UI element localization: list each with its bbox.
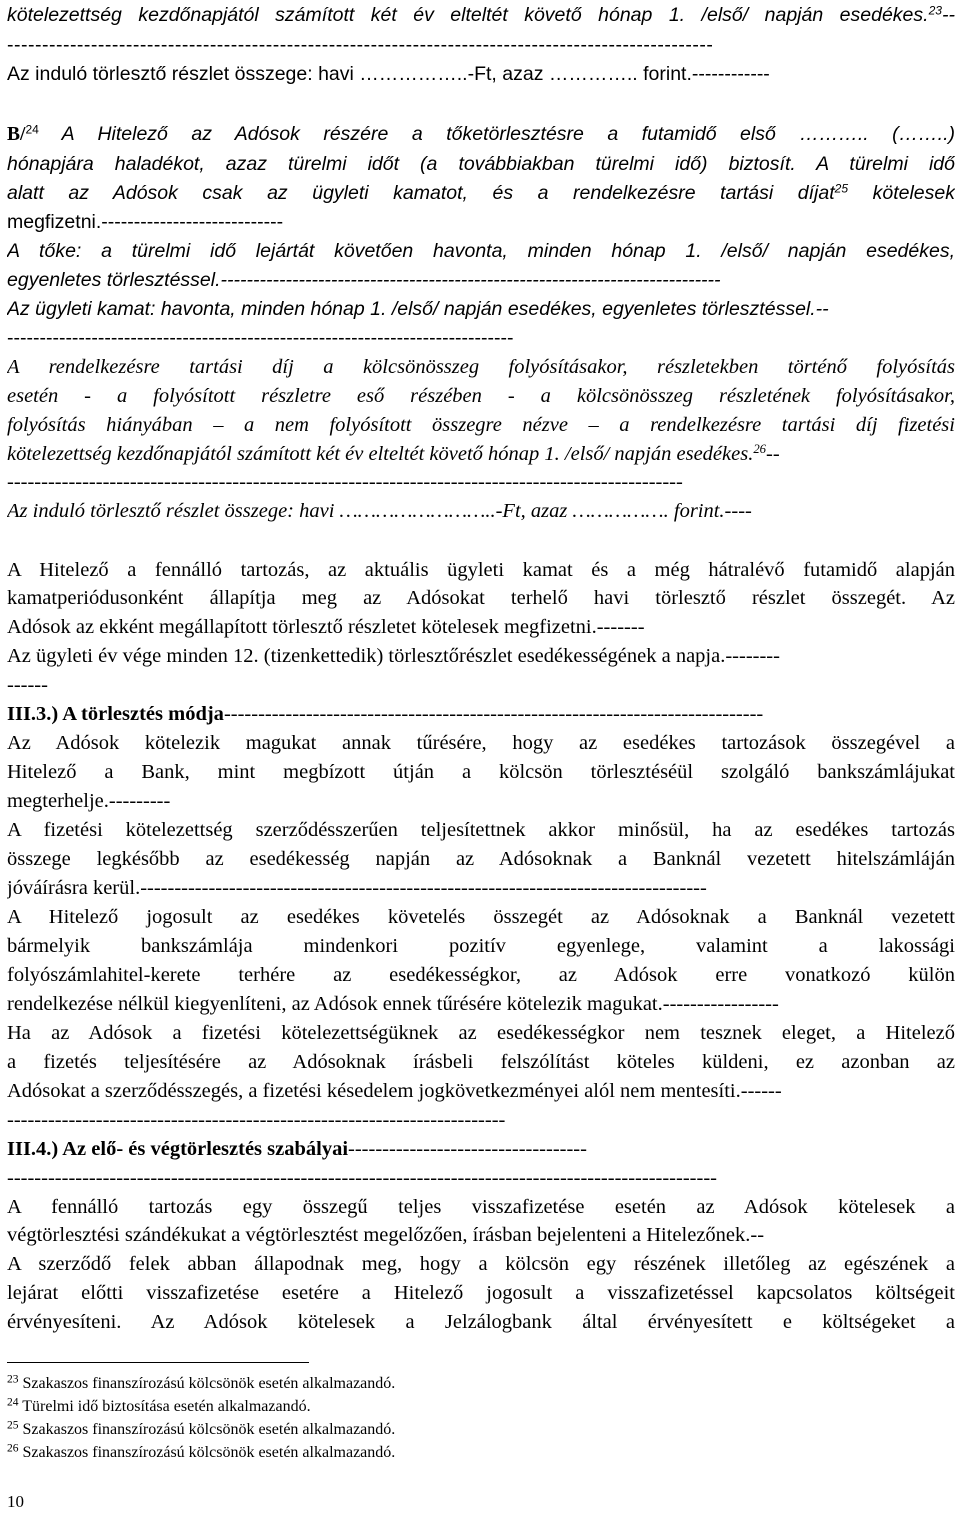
dash-line: ------------------------------------------------------------------------- — [7, 1109, 506, 1131]
section-heading: III.3.) A törlesztés módja------------------------------------------------------------------------------- — [7, 703, 764, 725]
text-line: a fizetés teljesítésére az Adósoknak írásbeli felszólítást köteles küldeni, ez azonban az — [7, 1051, 955, 1073]
text-line: egyenletes törlesztéssel.----------------------------------------------------------------------------- — [7, 269, 721, 291]
text-line: megterhelje.--------- — [7, 790, 171, 812]
text-line: A fizetési kötelezettség szerződésszerűen teljesítettnek akkor minősül, ha az esedékes tartozás — [7, 819, 955, 841]
text-line: érvényesíteni. Az Adósok kötelesek a Jelzálogbank által érvényesített e költségeket a — [7, 1311, 955, 1333]
text-line: alatt az Adósok csak az ügyleti kamatot, és a rendelkezésre tartási díjat$^{25}$ kötelesek — [7, 181, 955, 204]
text-line: folyósítás hiányában – a nem folyósított összegre nézve – a rendelkezésre tartási díj fizetési — [7, 414, 955, 436]
dash-line: ----------------------------------------------------------------------------------------------------- — [7, 34, 714, 56]
text-line: Az induló törlesztő részlet összege: havi ……………..-Ft, azaz ………….. forint.------------ — [7, 63, 770, 85]
footnote: $^{23}$ Szakaszos finanszírozású kölcsönök esetén alkalmazandó. — [7, 1373, 396, 1392]
text-line: Az ügyleti kamat: havonta, minden hónap 1. /első/ napján esedékes, egyenletes törlesztéssel.-- — [7, 298, 829, 320]
footnote-ref: 26 — [753, 442, 767, 457]
text-line: B/$^{24}$ A Hitelező az Adósok részére a tőketörlesztésre a futamidő első ……….. (……..) — [7, 122, 955, 145]
text-line: Ha az Adósok a fizetési kötelezettségüknek az esedékességkor nem tesznek eleget, a Hitelező — [7, 1022, 955, 1044]
text-line: folyószámlahitel-kerete terhére az esedékességkor, az Adósok erre vonatkozó külön — [7, 964, 955, 986]
footnote-separator — [7, 1362, 309, 1363]
section-label: B/ — [7, 124, 26, 145]
text-line: Az induló törlesztő részlet összege: havi ……………………..-Ft, azaz ……………. forint.---- — [7, 500, 752, 522]
text-line: kötelezettség kezdőnapjától számított két év elteltét követő hónap 1. /első/ napján esedékes.$^{26}$-- — [7, 442, 780, 465]
text-line: kamatperiódusonként állapítja meg az Adósokat terhelő havi törlesztő részlet összegét. Az — [7, 587, 955, 609]
text-line: A szerződő felek abban állapodnak meg, hogy a kölcsön egy részének illetőleg az egészének a — [7, 1253, 955, 1275]
text-line: A tőke: a türelmi idő lejártát követően havonta, minden hónap 1. /első/ napján esedékes, — [7, 240, 955, 262]
text-line: A fennálló tartozás egy összegű teljes visszafizetése esetén az Adósok kötelesek a — [7, 1196, 955, 1218]
footnote-ref: 24 — [25, 122, 39, 137]
text-line: Hitelező a Bank, mint megbízott útján a kölcsön törlesztéséül szolgáló bankszámlájukat — [7, 761, 955, 783]
footnote: $^{26}$ Szakaszos finanszírozású kölcsönök esetén alkalmazandó. — [7, 1442, 396, 1461]
text-line: A Hitelező a fennálló tartozás, az aktuális ügyleti kamat és a még hátralévő futamidő alapján — [7, 559, 955, 581]
dash-line: --------------------------------------------------------------------------------------------------- — [7, 471, 683, 493]
text-line: bármelyik bankszámlája mindenkori pozitív egyenlege, valamint a lakossági — [7, 935, 955, 957]
text-line: megfizetni.---------------------------- — [7, 211, 284, 233]
footnote-number: 25 — [7, 1419, 19, 1432]
footnote-number: 26 — [7, 1442, 19, 1455]
text-line: végtörlesztési szándékukat a végtörlesztést megelőzően, írásban bejelenteni a Hitelezőnek.-- — [7, 1224, 765, 1246]
footnote: $^{24}$ Türelmi idő biztosítása esetén alkalmazandó. — [7, 1396, 311, 1415]
heading-title: III.4.) Az elő- és végtörlesztés szabályai — [7, 1138, 349, 1160]
text-line: rendelkezése nélkül kiegyenlíteni, az Adósok ennek tűrésére kötelezik magukat.----------------- — [7, 993, 779, 1015]
text-line: Adósok az ekként megállapított törlesztő részletet kötelesek megfizetni.------- — [7, 616, 645, 638]
text-line: összege legkésőbb az esedékesség napján az Adósoknak a Banknál vezetett hitelszámláján — [7, 848, 955, 870]
text-line: jóváírásra kerül.----------------------------------------------------------------------------------- — [7, 877, 707, 899]
text-line: Adósokat a szerződésszegés, a fizetési késedelem jogkövetkezményei alól nem mentesíti.------ — [7, 1080, 782, 1102]
footnote: $^{25}$ Szakaszos finanszírozású kölcsönök esetén alkalmazandó. — [7, 1419, 396, 1438]
dash-line: ------ — [7, 674, 48, 696]
footnote-ref: 25 — [834, 181, 849, 196]
text-line: Az ügyleti év vége minden 12. (tizenkettedik) törlesztőrészlet esedékességének a napja.-------- — [7, 645, 780, 667]
text-line: kötelezettség kezdőnapjától számított két év elteltét követő hónap 1. /első/ napján esedékes.$^{23}$-- — [7, 3, 955, 26]
text-line: Az Adósok kötelezik magukat annak tűrésére, hogy az esedékes tartozások összegével a — [7, 732, 955, 754]
text-line: lejárat előtti visszafizetése esetére a Hitelező jogosult a visszafizetéssel kapcsolatos költségeit — [7, 1282, 955, 1304]
page-number: 10 — [7, 1492, 24, 1511]
text-line: A rendelkezésre tartási díj a kölcsönösszeg folyósításakor, részletekben történő folyósítás — [7, 356, 955, 378]
text-line: esetén - a folyósított részletre eső részében - a kölcsönösszeg részletének folyósításakor, — [7, 385, 955, 407]
section-heading: III.4.) Az elő- és végtörlesztés szabályai----------------------------------- — [7, 1138, 587, 1160]
dash-line: ------------------------------------------------------------------------------ — [7, 327, 514, 349]
footnote-ref: 23 — [928, 3, 942, 18]
dash-line: -------------------------------------------------------------------------------------------------------- — [7, 1167, 717, 1189]
heading-title: III.3.) A törlesztés módja — [7, 703, 224, 725]
footnote-number: 23 — [7, 1373, 19, 1386]
text-line: A Hitelező jogosult az esedékes követelés összegét az Adósoknak a Banknál vezetett — [7, 906, 955, 928]
text-line: hónapjára haladékot, azaz türelmi időt (a továbbiakban türelmi idő) biztosít. A türelmi idő — [7, 153, 955, 175]
footnote-number: 24 — [7, 1396, 19, 1409]
